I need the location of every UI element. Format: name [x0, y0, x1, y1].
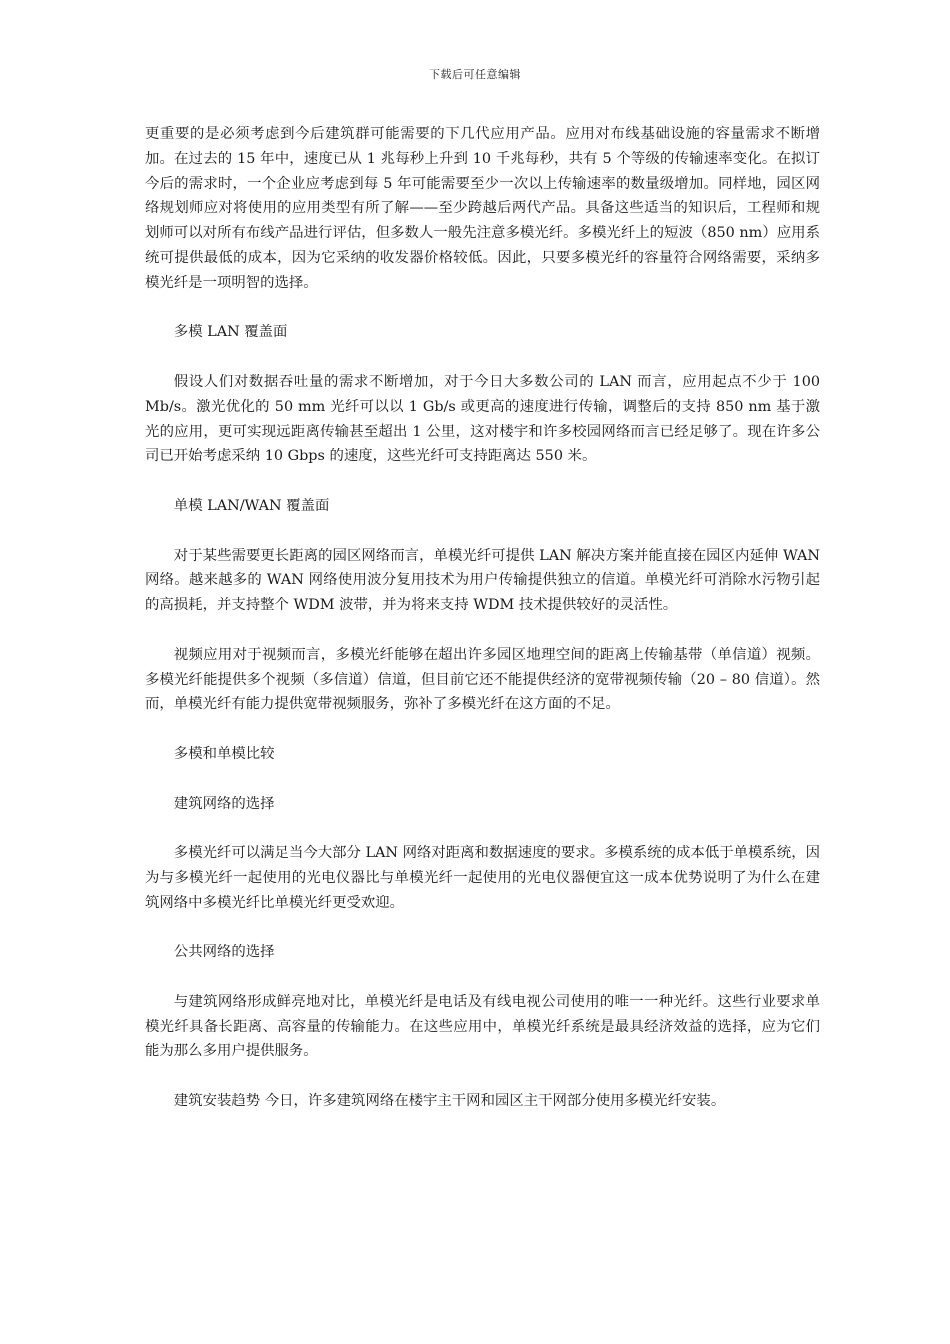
heading-building-network: 建筑网络的选择	[173, 795, 275, 812]
heading-multimode-lan: 多模 LAN 覆盖面	[173, 324, 288, 341]
page-header: 下载后可任意编辑	[429, 68, 521, 81]
paragraph-future-applications: 更重要的是必须考虑到今后建筑群可能需要的下几代应用产品。应用对布线基础设施的容量需求不断增加。在过去的 15 年中，速度已从 1 兆每秒上升到 10 千兆每秒，共有 5 个等级的传输速率变化。在拟订今后的需求时，一个企业应考虑到每 5 年可能需要至少一次以上传输速率的数量级增加。同样地，园区网络规划师应对将使用的应用类型有所了解——至少跨越后两代产品。具备这些适当的知识后，工程师和规划师可以对所有布线产品进行评估，但多数人一般先注意多模光纤。多模光纤上的短波（850 nm）应用系统可提供最低的成本，因为它采纳的收发器价格较低。因此，只要多模光纤的容量符合网络需要，采纳多模光纤是一项明智的选择。	[145, 126, 820, 291]
heading-singlemode-lan-wan: 单模 LAN/WAN 覆盖面	[173, 497, 330, 514]
paragraph-installation-trends: 建筑安装趋势 今日，许多建筑网络在楼宇主干网和园区主干网部分使用多模光纤安装。	[173, 1093, 726, 1110]
paragraph-building-network: 多模光纤可以满足当今大部分 LAN 网络对距离和数据速度的要求。多模系统的成本低于单模系统，因为与多模光纤一起使用的光电仪器比与单模光纤一起使用的光电仪器便宜这一成本优势说明了为什么在建筑网络中多模光纤比单模光纤更受欢迎。	[145, 845, 820, 911]
heading-comparison: 多模和单模比较	[173, 745, 275, 762]
paragraph-video-applications: 视频应用对于视频而言，多模光纤能够在超出许多园区地理空间的距离上传输基带（单信道）视频。多模光纤能提供多个视频（多信道）信道，但目前它还不能提供经济的宽带视频传输（20 – 80 信道）。然而，单模光纤有能力提供宽带视频服务，弥补了多模光纤在这方面的不足。	[145, 646, 820, 713]
paragraph-multimode-lan: 假设人们对数据吞吐量的需求不断增加，对于今日大多数公司的 LAN 而言，应用起点不少于 100 Mb/s。激光优化的 50 mm 光纤可以以 1 Gb/s 或更高的速度进行传输，调整后的支持 850 nm 基于激光的应用，更可实现远距离传输甚至超出 1 公里，这对楼宇和许多校园网络而言已经足够了。现在许多公司已开始考虑采纳 10 Gbps 的速度，这些光纤可支持距离达 550 米。	[145, 373, 820, 465]
paragraph-singlemode-lan-wan: 对于某些需要更长距离的园区网络而言，单模光纤可提供 LAN 解决方案并能直接在园区内延伸 WAN 网络。越来越多的 WAN 网络使用波分复用技术为用户传输提供独立的信道。单模光纤可消除水污物引起的高损耗，并支持整个 WDM 波带，并为将来支持 WDM 技术提供较好的灵活性。	[145, 547, 820, 614]
paragraph-public-network: 与建筑网络形成鲜亮地对比，单模光纤是电话及有线电视公司使用的唯一一种光纤。这些行业要求单模光纤具备长距离、高容量的传输能力。在这些应用中，单模光纤系统是最具经济效益的选择，应为它们能为那么多用户提供服务。	[145, 993, 820, 1060]
document-body	[145, 122, 820, 1139]
heading-public-network: 公共网络的选择	[173, 944, 275, 961]
